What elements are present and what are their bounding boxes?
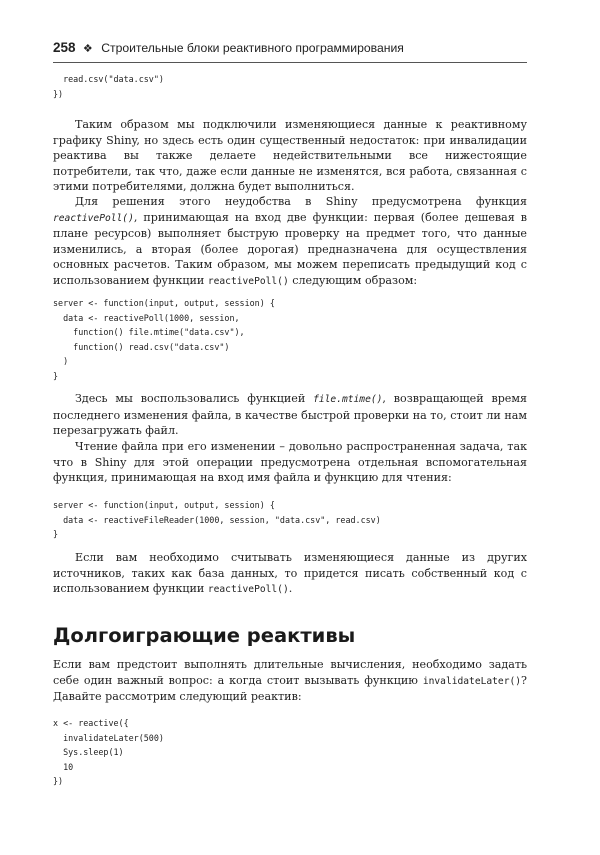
paragraph-invalidation-drawback: Таким образом мы подключили изменяющиеся данные к реактивному графику Shiny, но здесь есть один существенный недостаток: при инвалидации реактива вы также делаете недействительными все нижестоящие потребители, так что, даже если данные не изменятся, вся работа, связанная с этими потребителями, должна будет выполниться. (53, 118, 527, 194)
inline-code-reactive-poll: reactivePoll() (53, 212, 134, 224)
paragraph-text: ? Давайте рассмотрим следующий реактив: (53, 673, 527, 704)
inline-code-reactive-poll: reactivePoll() (207, 584, 289, 596)
section-heading: Долгоиграющие реактивы (53, 624, 356, 647)
paragraph-file-reader: Чтение файла при его изменении – довольно распространенная задача, так что в Shiny для этой операции предусмотрена отдельная вспомогательная функция, принимающая на вход имя файла и функцию для чтения: (53, 440, 527, 485)
paragraph-text: , возвращающей время последнего изменения файла, в качестве быстрой проверки на то, стоит ли нам перезагружать файл. (53, 392, 527, 438)
paragraph-text: Здесь мы воспользовались функцией (75, 392, 314, 405)
paragraph-reactive-poll (53, 194, 527, 290)
paragraph-text: следующим образом: (288, 273, 418, 287)
paragraph-text: , принимающая на вход две функции: первая (более дешевая в плане ресурсов) выполняет быструю проверку на предмет того, что данные изменились, а вторая (более дорогая) предназначена для осуществления основных расчетов. Таким образом, мы можем переписать предыдущий код с использованием функции (53, 210, 527, 287)
paragraph-text: Если вам необходимо считывать изменяющиеся данные из других источников, таких как база данных, то придется писать собственный код с использованием функции (53, 551, 527, 596)
inline-code-invalidate-later: invalidateLater() (422, 675, 522, 687)
code-block-reactive-poll: server <- function(input, output, session) { data <- reactivePoll(1000, session, function() file.mtime("data.csv"), function() read.csv("data.csv") ) } (53, 298, 275, 381)
code-block-read-csv: read.csv("data.csv") }) (53, 74, 164, 99)
paragraph-text: Если вам предстоит выполнять длительные вычисления, необходимо задать себе один важный вопрос: а когда стоит вызывать функцию (53, 658, 527, 687)
running-title: Строительные блоки реактивного программирования (101, 41, 404, 55)
paragraph-other-sources (53, 550, 527, 598)
inline-code-file-mtime: file.mtime() (313, 394, 383, 405)
paragraph-long-running (53, 657, 527, 705)
paragraph-text: Для решения этого неудобства в Shiny предусмотрена функция (75, 195, 527, 208)
page-number: 258 (53, 40, 76, 55)
code-block-long-reactive: x <- reactive({ invalidateLater(500) Sys.sleep(1) 10 }) (53, 718, 164, 787)
paragraph-text: . (288, 582, 293, 596)
inline-code-reactive-poll: reactivePoll() (207, 275, 289, 287)
code-block-reactive-file-reader: server <- function(input, output, session) { data <- reactiveFileReader(1000, session, "data.csv", read.csv) } (53, 500, 381, 540)
separator-ornament-icon: ❖ (82, 43, 93, 55)
paragraph-file-mtime (53, 391, 527, 439)
running-header (53, 40, 527, 63)
